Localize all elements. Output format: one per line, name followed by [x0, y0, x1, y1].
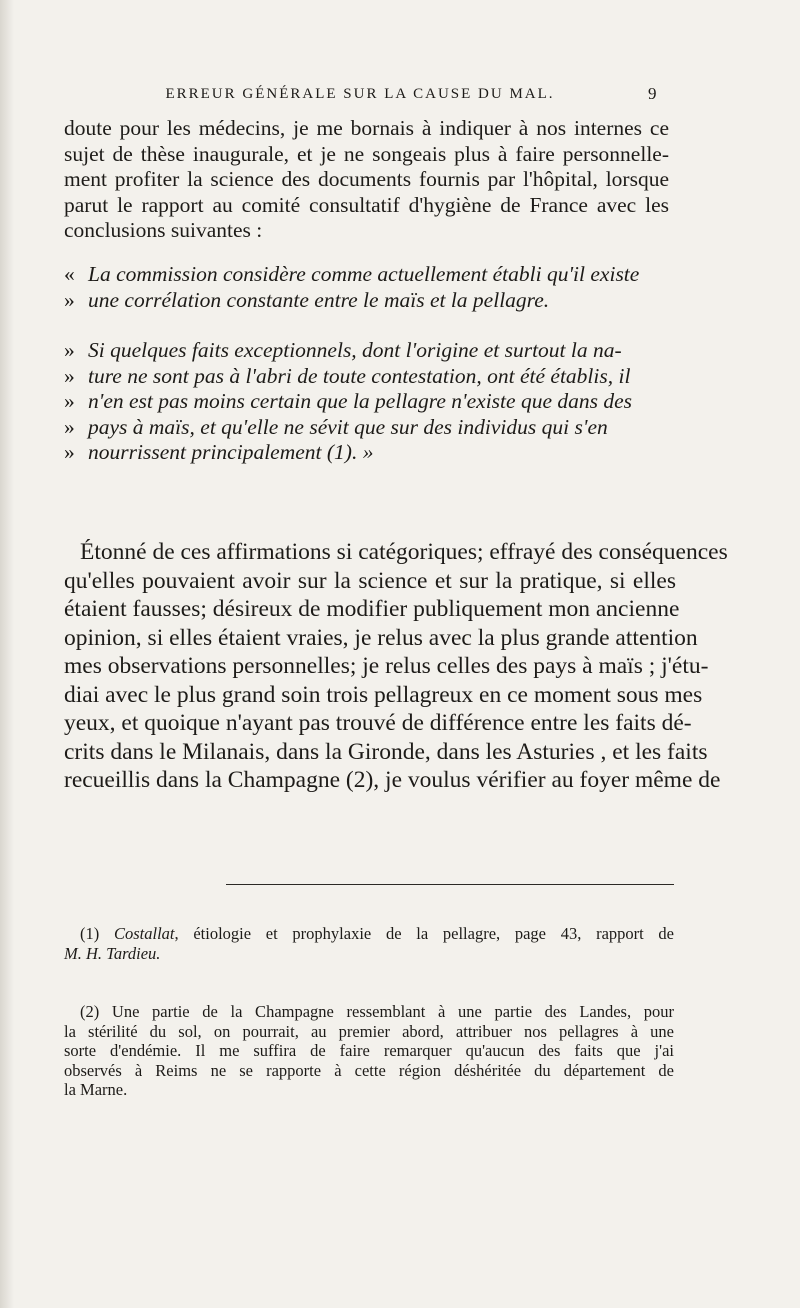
text-line: étaient fausses; désireux de modifier publiquement mon ancienne	[64, 596, 680, 622]
footnote-2	[64, 1002, 674, 1100]
quote-text: ture ne sont pas à l'abri de toute contestation, ont été établis, il	[88, 363, 631, 388]
text-line: ment profiter la science des documents fournis par l'hôpital, lorsque	[64, 167, 669, 191]
quote-text: La commission considère comme actuellement établi qu'il existe	[88, 262, 640, 286]
text-line: diai avec le plus grand soin trois pellagreux en ce moment sous mes	[64, 681, 703, 708]
quote-line	[64, 415, 684, 441]
page-number: 9	[648, 84, 657, 103]
quote-mark: »	[64, 389, 75, 413]
text-line: yeux, et quoique n'ayant pas trouvé de différence entre les faits dé-	[64, 710, 692, 736]
footnote-line: sorte d'endémie. Il me suffira de faire remarquer qu'aucun des faits que j'ai	[64, 1041, 674, 1060]
text-line: crits dans le Milanais, dans la Gironde, dans les Asturies , et les faits	[64, 738, 708, 765]
intro-paragraph	[64, 116, 669, 244]
quote-line	[64, 338, 684, 364]
quotation-commission	[64, 262, 684, 313]
quote-line	[64, 262, 684, 288]
footnote-line	[64, 924, 674, 944]
text-line: Étonné de ces affirmations si catégoriques; effrayé des conséquences	[80, 539, 728, 565]
quote-text: n'en est pas moins certain que la pellagre n'existe que dans des	[88, 389, 633, 413]
footnote-text: , étiologie et prophylaxie de la pellagre, page 43, rapport de	[174, 924, 675, 943]
footnote-author: Costallat	[113, 924, 175, 943]
footnote-line: observés à Reims ne se rapporte à cette région déshéritée du département de	[64, 1060, 674, 1080]
page-gutter-shadow	[0, 0, 14, 1308]
footnote-1	[64, 924, 674, 963]
text-line: doute pour les médecins, je me bornais à indiquer à nos internes ce	[64, 116, 669, 140]
quote-text: Si quelques faits exceptionnels, dont l'origine et surtout la na-	[88, 338, 622, 362]
text-line: qu'elles pouvaient avoir sur la science et sur la pratique, si elles	[64, 567, 676, 594]
quote-text: nourrissent principalement (1). »	[88, 440, 374, 464]
footnote-line: (2) Une partie de la Champagne ressemblant à une partie des Landes, pour	[80, 1002, 674, 1021]
text-line: conclusions suivantes :	[64, 218, 263, 242]
quote-line	[64, 364, 684, 390]
quote-mark: »	[64, 414, 75, 439]
quote-line	[64, 389, 684, 415]
quote-mark: »	[64, 287, 75, 312]
text-line: sujet de thèse inaugurale, et je ne songeais plus à faire personnelle-	[64, 141, 669, 166]
footnote-separator	[226, 884, 674, 885]
quote-line	[64, 440, 684, 466]
text-line: opinion, si elles étaient vraies, je relus avec la plus grande attention	[64, 624, 698, 651]
quote-mark: »	[64, 338, 75, 362]
body-paragraph	[64, 538, 728, 795]
quote-line	[64, 288, 684, 314]
footnote-line: M. H. Tardieu.	[64, 943, 161, 963]
footnote-line: la stérilité du sol, on pourrait, au premier abord, attribuer nos pellagres à une	[64, 1021, 674, 1041]
text-line: recueillis dans la Champagne (2), je voulus vérifier au foyer même de	[64, 767, 721, 793]
quote-mark: «	[64, 262, 75, 286]
footnote-marker: (1)	[80, 924, 100, 943]
text-line: mes observations personnelles; je relus celles des pays à maïs ; j'étu-	[64, 653, 709, 679]
running-header: ERREUR GÉNÉRALE SUR LA CAUSE DU MAL.	[165, 86, 555, 102]
quote-text: une corrélation constante entre le maïs et la pellagre.	[88, 287, 550, 312]
text-line: parut le rapport au comité consultatif d'hygiène de France avec les	[64, 192, 669, 217]
quote-mark: »	[64, 440, 75, 464]
quotation-exceptions	[64, 338, 684, 466]
quote-mark: »	[64, 363, 75, 388]
quote-text: pays à maïs, et qu'elle ne sévit que sur des individus qui s'en	[88, 414, 608, 439]
footnote-line: la Marne.	[64, 1080, 128, 1099]
